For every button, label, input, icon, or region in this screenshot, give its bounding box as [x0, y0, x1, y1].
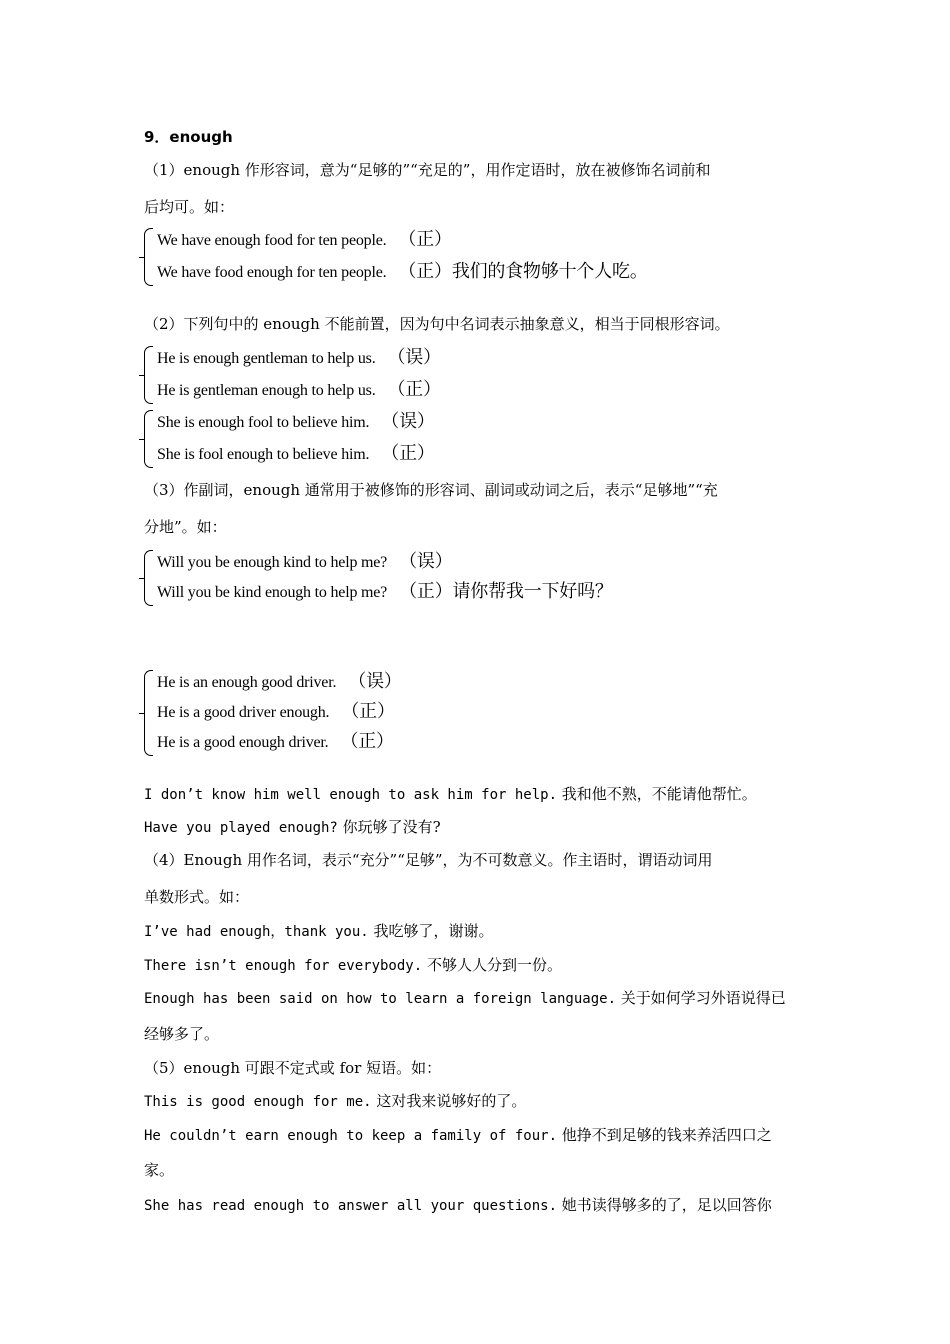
example-translation: 我吃够了，谢谢。 [373, 922, 494, 940]
brace [144, 550, 153, 606]
correctness-mark: （误） [381, 411, 435, 432]
paragraph-1-line-1: （1）enough 作形容词，意为“足够的”“充足的”，用作定语时，放在被修饰名词前和 [144, 161, 711, 179]
example-english: She has read enough to answer all your questions. [144, 1198, 558, 1214]
example-english: He is a good enough driver. [157, 734, 329, 751]
example-line [144, 1125, 812, 1146]
example-translation: 请你帮我一下好吗？ [452, 581, 613, 602]
example-english: This is good enough for me. [144, 1094, 372, 1110]
example-translation: 关于如何学习外语说得已 [620, 989, 786, 1007]
example-translation: 他挣不到足够的钱来养活四口之 [561, 1126, 772, 1144]
example-group-1 [144, 226, 744, 290]
example-line [144, 921, 812, 942]
paragraph-1-line-2: 后均可。如： [144, 198, 235, 216]
example-sentence [157, 228, 452, 253]
example-line [144, 817, 812, 838]
example-sentence [157, 670, 402, 695]
example-group-5 [144, 668, 544, 758]
example-group-2 [144, 344, 644, 408]
brace [144, 670, 153, 756]
example-sentence [157, 378, 441, 403]
correctness-mark: （正） [341, 701, 395, 722]
paragraph-5-line-1: （5）enough 可跟不定式或 for 短语。如： [144, 1059, 442, 1077]
example-english: I’ve had enough，thank you. [144, 924, 369, 940]
example-translation: 不够人人分到一份。 [426, 956, 562, 974]
example-english: She is enough fool to believe him. [157, 414, 370, 431]
section-title: 9．enough [144, 128, 233, 146]
example-translation: 她书读得够多的了，足以回答你 [561, 1196, 772, 1214]
brace [144, 228, 153, 286]
example-sentence [157, 730, 394, 755]
example-english: We have food enough for ten people. [157, 264, 387, 281]
example-sentence [157, 410, 435, 435]
correctness-mark: （误） [348, 671, 402, 692]
example-translation: 你玩够了没有? [342, 818, 441, 836]
example-english: Enough has been said on how to learn a foreign language. [144, 991, 617, 1007]
correctness-mark: （正） [398, 229, 452, 250]
example-english: Have you played enough? [144, 820, 338, 836]
paragraph-3-line-2: 分地”。如： [144, 518, 227, 536]
example-english: Will you be kind enough to help me? [157, 584, 388, 601]
example-group-3 [144, 408, 644, 472]
example-translation: 这对我来说够好的了。 [376, 1092, 527, 1110]
example-english: She is fool enough to believe him. [157, 446, 370, 463]
example-english: He is enough gentleman to help us. [157, 350, 376, 367]
example-sentence [157, 442, 435, 467]
example-translation: 我们的食物够十个人吃。 [451, 261, 648, 282]
example-line [144, 1091, 812, 1112]
correctness-mark: （误） [399, 551, 453, 572]
example-english: I don’t know him well enough to ask him for help. [144, 787, 558, 803]
example-line [144, 955, 812, 976]
brace [144, 410, 153, 468]
example-english: There isn’t enough for everybody. [144, 958, 423, 974]
correctness-mark: （正） [387, 379, 441, 400]
example-translation: 我和他不熟，不能请他帮忙。 [561, 785, 757, 803]
example-sentence [157, 550, 453, 575]
correctness-mark: （误） [387, 347, 441, 368]
correctness-mark: （正） [381, 443, 435, 464]
example-english: We have enough food for ten people. [157, 232, 387, 249]
example-group-4 [144, 548, 764, 610]
example-sentence [157, 346, 441, 371]
example-line-continued: 经够多了。 [144, 1025, 220, 1043]
example-english: He is gentleman enough to help us. [157, 382, 376, 399]
paragraph-4-line-1: （4）Enough 用作名词，表示“充分”“足够”，为不可数意义。作主语时，谓语动词用 [144, 851, 713, 869]
example-line [144, 784, 812, 805]
example-english: He couldn’t earn enough to keep a family of four. [144, 1128, 558, 1144]
brace [144, 346, 153, 404]
example-sentence [157, 580, 613, 605]
paragraph-3-line-1: （3）作副词，enough 通常用于被修饰的形容词、副词或动词之后，表示“足够地”“充 [144, 481, 718, 499]
correctness-mark: （正） [398, 261, 452, 282]
paragraph-2-line-1: （2）下列句中的 enough 不能前置，因为句中名词表示抽象意义，相当于同根形容词。 [144, 315, 730, 333]
example-line-continued: 家。 [144, 1161, 175, 1179]
example-line [144, 988, 812, 1009]
example-sentence [157, 700, 395, 725]
example-english: Will you be enough kind to help me? [157, 554, 388, 571]
correctness-mark: （正） [340, 731, 394, 752]
example-english: He is an enough good driver. [157, 674, 337, 691]
example-line [144, 1195, 812, 1216]
correctness-mark: （正） [399, 581, 453, 602]
example-sentence [157, 260, 648, 285]
paragraph-4-line-2: 单数形式。如： [144, 888, 250, 906]
example-english: He is a good driver enough. [157, 704, 330, 721]
